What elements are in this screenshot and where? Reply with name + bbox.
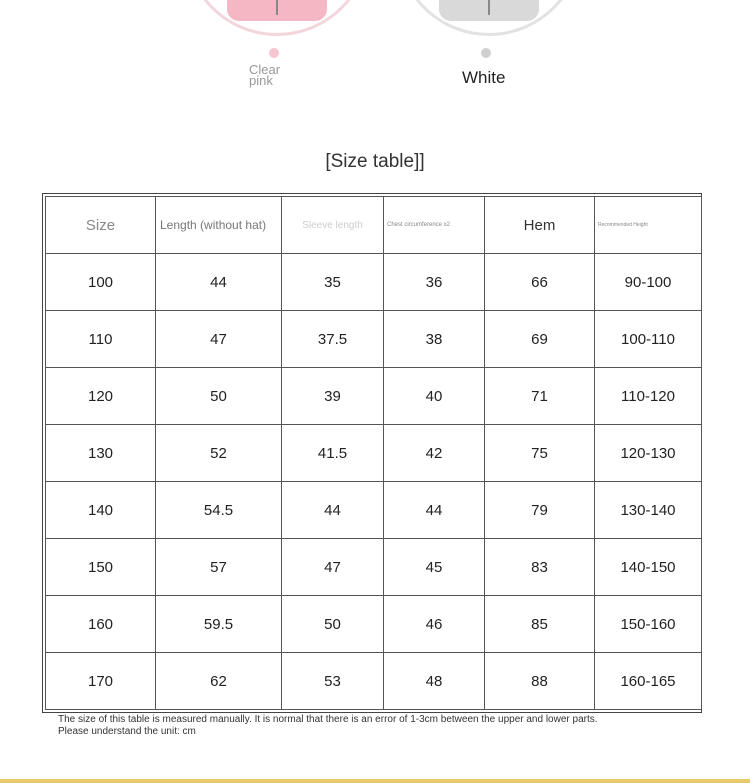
cell-sleeve: 44 (282, 482, 384, 539)
header-sleeve: Sleeve length (282, 197, 384, 254)
cell-length: 50 (156, 368, 282, 425)
color-options (0, 0, 750, 100)
cell-sleeve: 41.5 (282, 425, 384, 482)
table-row (46, 254, 702, 311)
header-size: Size (46, 197, 156, 254)
white-garment-image (439, 0, 539, 21)
table-row (46, 596, 702, 653)
cell-chest: 36 (384, 254, 485, 311)
cell-hem: 75 (485, 425, 595, 482)
cell-size: 110 (46, 311, 156, 368)
cell-size: 130 (46, 425, 156, 482)
cell-height: 110-120 (595, 368, 702, 425)
cell-sleeve: 37.5 (282, 311, 384, 368)
cell-height: 130-140 (595, 482, 702, 539)
bottom-divider (0, 779, 750, 783)
cell-chest: 46 (384, 596, 485, 653)
note-line-2: Please understand the unit: cm (58, 726, 196, 737)
cell-length: 47 (156, 311, 282, 368)
cell-chest: 45 (384, 539, 485, 596)
pink-dot-icon (269, 48, 279, 58)
table-row (46, 311, 702, 368)
cell-height: 100-110 (595, 311, 702, 368)
size-table (45, 196, 702, 710)
cell-size: 160 (46, 596, 156, 653)
cell-height: 150-160 (595, 596, 702, 653)
cell-hem: 85 (485, 596, 595, 653)
header-length: Length (without hat) (156, 197, 282, 254)
table-row (46, 539, 702, 596)
cell-hem: 88 (485, 653, 595, 710)
cell-length: 59.5 (156, 596, 282, 653)
header-height: Recommended Height (595, 197, 702, 254)
cell-hem: 83 (485, 539, 595, 596)
cell-size: 100 (46, 254, 156, 311)
cell-size: 140 (46, 482, 156, 539)
table-row (46, 425, 702, 482)
color-label-white: White (462, 68, 506, 87)
cell-size: 120 (46, 368, 156, 425)
cell-height: 120-130 (595, 425, 702, 482)
cell-chest: 42 (384, 425, 485, 482)
cell-chest: 40 (384, 368, 485, 425)
cell-hem: 71 (485, 368, 595, 425)
size-table-title: [Size table]] (325, 151, 425, 172)
cell-height: 90-100 (595, 254, 702, 311)
table-header-row (46, 197, 702, 254)
color-label-pink-line1: Clear (249, 62, 281, 77)
table-row (46, 368, 702, 425)
cell-size: 150 (46, 539, 156, 596)
cell-sleeve: 47 (282, 539, 384, 596)
color-label-pink-line2: pink (249, 73, 273, 88)
white-dot-icon (481, 48, 491, 58)
cell-sleeve: 39 (282, 368, 384, 425)
color-label-pink (249, 64, 299, 86)
cell-hem: 79 (485, 482, 595, 539)
table-row (46, 482, 702, 539)
header-chest: Chest circumference x2 (384, 197, 485, 254)
cell-sleeve: 53 (282, 653, 384, 710)
cell-length: 44 (156, 254, 282, 311)
cell-sleeve: 35 (282, 254, 384, 311)
cell-size: 170 (46, 653, 156, 710)
white-swatch-image[interactable] (396, 0, 582, 36)
cell-hem: 66 (485, 254, 595, 311)
cell-length: 54.5 (156, 482, 282, 539)
size-table-frame (42, 193, 702, 713)
cell-chest: 38 (384, 311, 485, 368)
table-row (46, 653, 702, 710)
cell-height: 140-150 (595, 539, 702, 596)
note-line-1: The size of this table is measured manually. It is normal that there is an error of 1-3cm between the upper and lower parts. (58, 714, 598, 725)
pink-garment-image (227, 0, 327, 21)
cell-chest: 48 (384, 653, 485, 710)
cell-length: 62 (156, 653, 282, 710)
cell-sleeve: 50 (282, 596, 384, 653)
pink-swatch-image[interactable] (184, 0, 370, 36)
cell-height: 160-165 (595, 653, 702, 710)
measurement-note (58, 714, 718, 738)
cell-length: 52 (156, 425, 282, 482)
cell-length: 57 (156, 539, 282, 596)
header-hem: Hem (485, 197, 595, 254)
cell-hem: 69 (485, 311, 595, 368)
cell-chest: 44 (384, 482, 485, 539)
